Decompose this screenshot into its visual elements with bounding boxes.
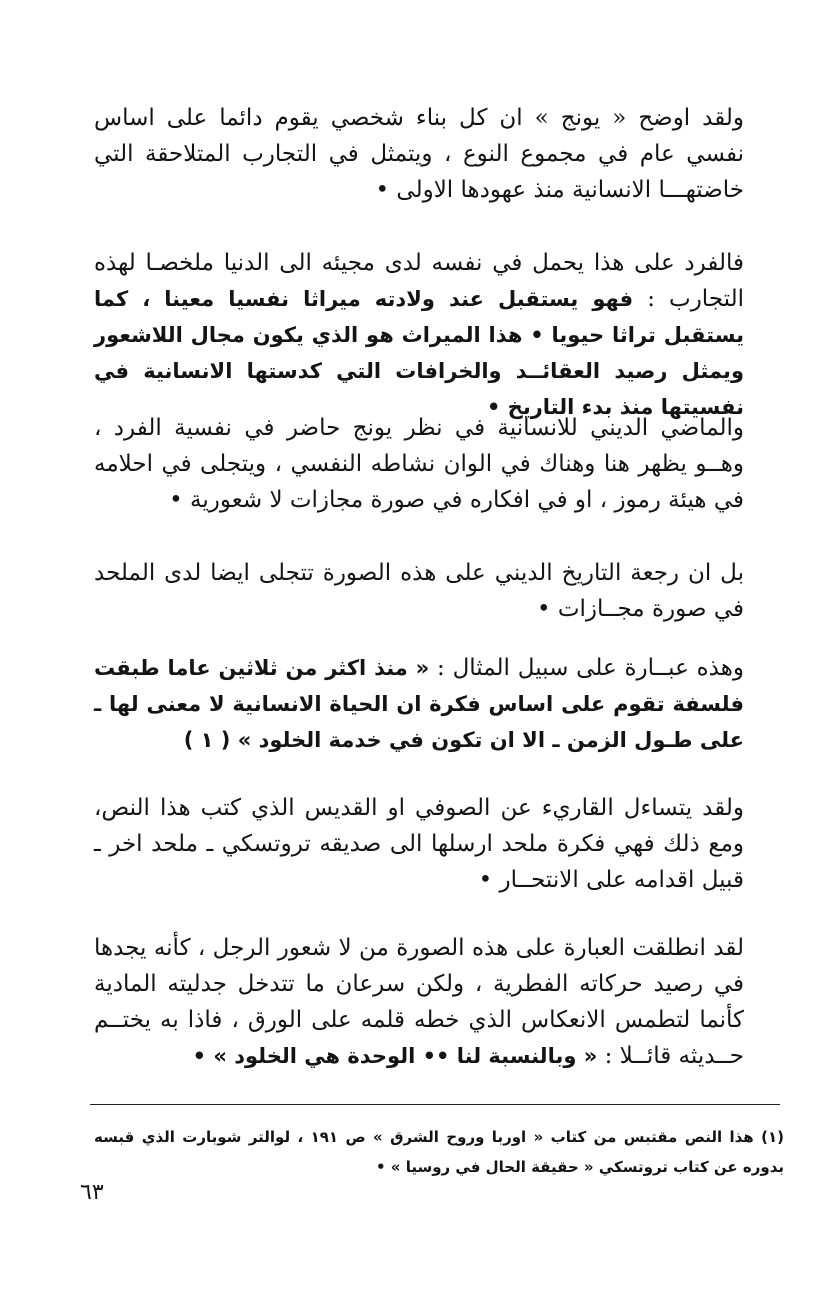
paragraph-3-text: والماضي الديني للانسانية في نظر يونج حاضر في نفسية الفرد ، وهــو يظهر هنا وهناك في الوان نشاطه النفسي ، ويتجلى في احلامه في هيئة رموز ، او في افكاره في صورة مجازات لا شعورية • [94, 415, 744, 513]
footnote-divider [90, 1104, 780, 1105]
paragraph-7 [94, 930, 784, 1074]
paragraph-6 [94, 790, 784, 898]
paragraph-7-quote: « وبالنسبة لنا •• الوحدة هي الخلود » • [192, 1044, 598, 1068]
paragraph-5-intro: وهذه عبــارة على سبيل المثال : [429, 655, 744, 681]
page-number: ٦٣ [80, 1180, 104, 1205]
paragraph-4-text: بل ان رجعة التاريخ الديني على هذه الصورة تتجلى ايضا لدى الملحد في صورة مجــازات • [94, 560, 744, 622]
paragraph-5 [94, 650, 784, 758]
paragraph-2-intro: فالفرد على هذا يحمل في نفسه لدى مجيئه الى الدنيا ملخصـا لهذه التجارب : [94, 250, 745, 312]
paragraph-6-text: ولقد يتساءل القاريء عن الصوفي او القديس الذي كتب هذا النص، ومع ذلك فهي فكرة ملحد ارسلها الى صديقه تروتسكي ـ ملحد اخر ـ قبيل اقدامه على الانتحــار • [94, 795, 744, 893]
paragraph-2-bold-text: فهو يستقبل عند ولادته ميراثا نفسيا معينا ، كما يستقبل تراثا حيويا • هذا الميراث هو الذي يكون مجال اللاشعور ويمثل رصيد العقائــد والخرافات التي كدستها الانسانية في نفسيتها منذ بدء التاريخ • [94, 287, 744, 419]
paragraph-1 [94, 100, 784, 208]
paragraph-4 [94, 555, 784, 627]
paragraph-5-quote: « منذ اكثر من ثلاثين عاما طبقت فلسفة تقوم على اساس فكرة ان الحياة الانسانية لا معنى لها ـ على طـول الزمن ـ الا ان تكون في خدمة الخلود » ( ١ ) [94, 656, 744, 752]
footnote: (١) هذا النص مقتبس من كتاب « اوربا وروح الشرق » ص ١٩١ ، لوالتر شوبارت الذي قبسه بدوره عن كتاب تروتسكي « حقيقة الحال في روسيا » • [94, 1128, 784, 1176]
paragraph-1-text: ولقد اوضح « يونج » ان كل بناء شخصي يقوم دائما على اساس نفسي عام في مجموع النوع ، ويتمثل في التجارب المتلاحقة التي خاضتهـــا الانسانية منذ عهودها الاولى • [94, 105, 744, 203]
paragraph-2 [94, 245, 784, 425]
paragraph-3 [94, 410, 784, 518]
paragraph-7-text: لقد انطلقت العبارة على هذه الصورة من لا شعور الرجل ، كأنه يجدها في رصيد حركاته الفطرية ، ولكن سرعان ما تتدخل جدليته المادية كأنما لتطمس الانعكاس الذي خطه قلمه على الورق ، فاذا به يختــم حــديثه قائــلا : [94, 935, 744, 1069]
